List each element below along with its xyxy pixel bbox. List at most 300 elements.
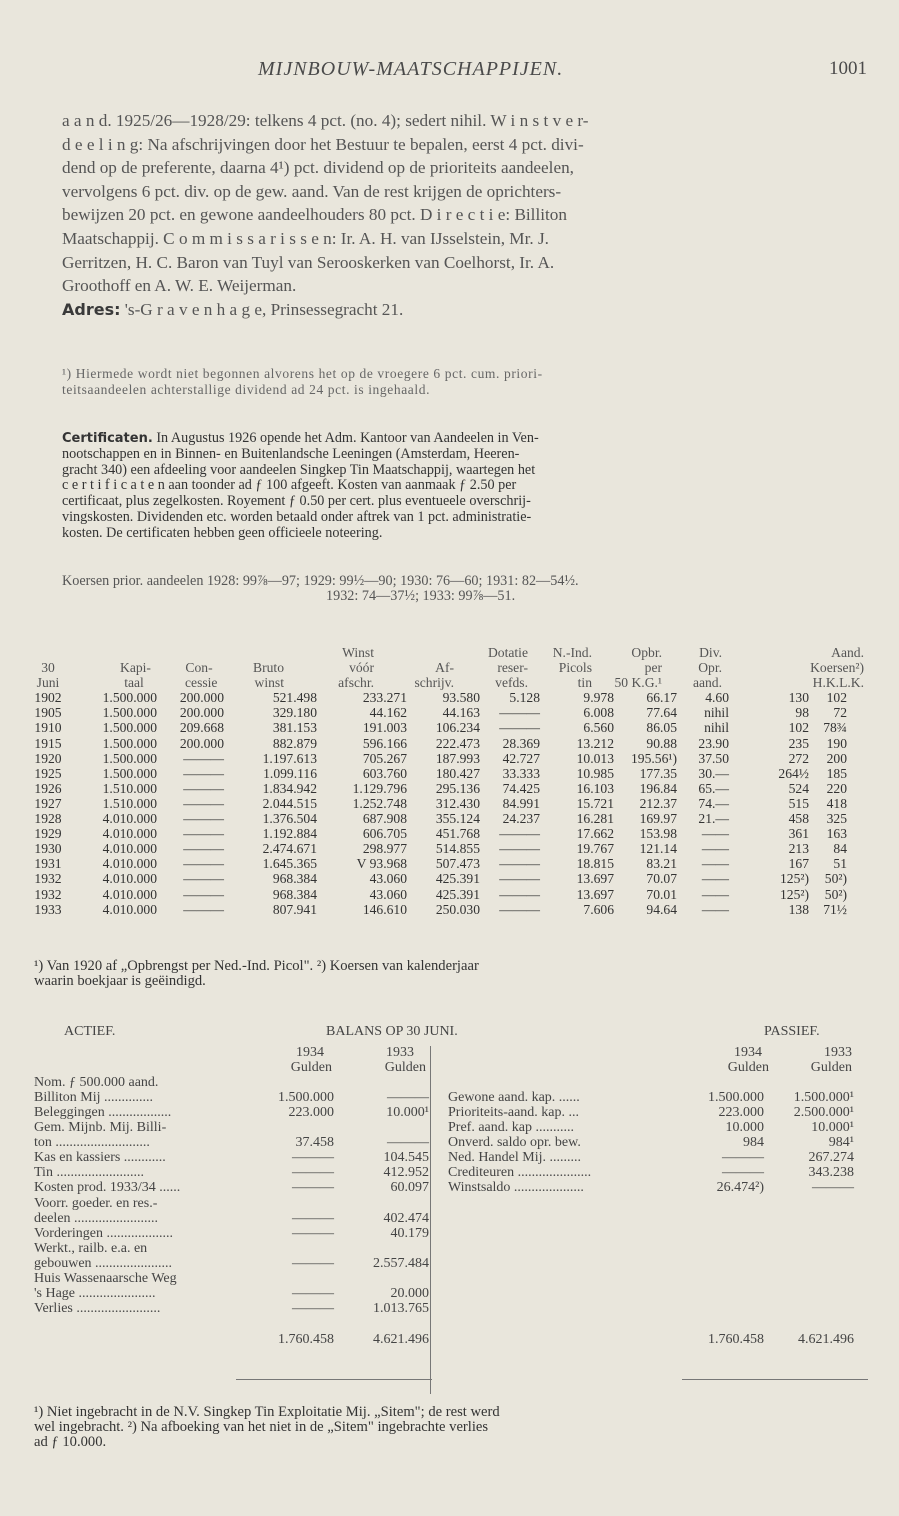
balance-sheet (34, 1024, 874, 1347)
year-label: 1934 (296, 1045, 324, 1061)
table-cell: 1933 (34, 901, 62, 917)
table-cell: ——— (499, 720, 540, 736)
table-cell: 78¾ (823, 720, 847, 736)
table-header-cell: tin (577, 675, 592, 691)
table-cell: V 93.968 (356, 856, 407, 872)
passief-item: Pref. aand. kap ........... (448, 1120, 574, 1136)
actief-value: ——— (292, 1285, 334, 1301)
table-cell: 1925 (34, 765, 62, 781)
table-header-cell: Kapi- (120, 660, 151, 676)
balance-row (34, 1226, 874, 1241)
table-cell: 37.50 (698, 750, 729, 766)
table-row (34, 871, 874, 886)
table-cell: ——— (183, 871, 224, 887)
table-header-cell: vefds. (495, 675, 528, 691)
table-cell: ——— (183, 811, 224, 827)
balance-row (34, 1120, 874, 1135)
passief-item: Onverd. saldo opr. bew. (448, 1135, 581, 1151)
actief-total: 1.760.458 (278, 1331, 334, 1347)
table-header-cell: Af- (435, 660, 454, 676)
table-header-cell: Koersen²) (810, 660, 864, 676)
actief-item: Voorr. goeder. en res.- (34, 1195, 158, 1211)
text-line: bewijzen 20 pct. en gewone aandeelhouders 80 pct. D i r e c t i e: Billiton (62, 205, 567, 225)
text-line: gracht 340) een afdeeling voor aandeelen Singkep Tin Maatschappij, waartegen het (62, 461, 536, 478)
table-cell: —— (701, 871, 729, 887)
table-cell: 1.500.000 (102, 690, 157, 706)
table-cell: 77.64 (646, 705, 677, 721)
table-cell: 1926 (34, 780, 62, 796)
table-cell: 250.030 (435, 901, 480, 917)
footnote-line: ad ƒ 10.000. (34, 1434, 107, 1451)
balance-year-row (34, 1045, 874, 1060)
table-cell: —— (701, 886, 729, 902)
table-cell: 1.510.000 (102, 795, 157, 811)
page-header (0, 58, 899, 86)
table-cell: 312.430 (435, 795, 480, 811)
balance-row (34, 1165, 874, 1180)
table-cell: ——— (499, 871, 540, 887)
table-cell: 185 (826, 765, 847, 781)
table-cell: 329.180 (272, 705, 317, 721)
balance-row (34, 1256, 874, 1271)
table-cell: 596.166 (362, 735, 407, 751)
table-cell: 42.727 (502, 750, 540, 766)
text-line: certificaat, plus zegelkosten. Royement ƒ 0.50 per cert. plus eventueele overschrij- (62, 493, 531, 510)
passief-item: Prioriteits-aand. kap. ... (448, 1105, 580, 1121)
table-cell: 7.606 (583, 901, 614, 917)
text-span: In Augustus 1926 opende het Adm. Kantoor van Aandeelen in Ven- (156, 430, 539, 446)
table-cell: 86.05 (646, 720, 677, 736)
table-header-cell: Opbr. (631, 645, 662, 660)
table-cell: 84 (833, 841, 847, 857)
table-cell: 200 (826, 750, 847, 766)
table-cell: 451.768 (435, 826, 480, 842)
table-cell: 102 (788, 720, 809, 736)
table-cell: 93.580 (442, 690, 480, 706)
balance-footnote (34, 1405, 860, 1451)
table-cell: 71½ (823, 901, 847, 917)
year-label: 1933 (824, 1045, 852, 1061)
table-cell: 44.162 (369, 705, 407, 721)
table-row (34, 751, 874, 766)
passief-value: 1.500.000 (708, 1090, 764, 1106)
table-cell: 84.991 (502, 795, 540, 811)
table-header-cell: Opr. (698, 660, 722, 676)
table-row (34, 766, 874, 781)
table-cell: 18.815 (576, 856, 614, 872)
actief-total: 4.621.496 (373, 1331, 429, 1347)
actief-item: Beleggingen .................. (34, 1105, 172, 1121)
table-cell: 138 (788, 901, 809, 917)
balance-unit-row (34, 1060, 874, 1075)
balance-row (34, 1241, 874, 1256)
table-row (34, 736, 874, 751)
footnote-line: waarin boekjaar is geëindigd. (34, 973, 206, 989)
table-cell: 94.64 (646, 901, 677, 917)
actief-item: Kas en kassiers ............ (34, 1150, 166, 1166)
table-cell: 167 (788, 856, 809, 872)
passief-label: PASSIEF. (764, 1024, 820, 1039)
table-cell: 106.234 (435, 720, 480, 736)
table-cell: 177.35 (639, 765, 677, 781)
table-cell: 74.— (698, 795, 729, 811)
table-cell: 968.384 (272, 871, 317, 887)
table-cell: 125²) (780, 886, 809, 902)
table-cell: 507.473 (435, 856, 480, 872)
table-cell: 1.197.613 (262, 750, 317, 766)
table-cell: 1902 (34, 690, 62, 706)
table-row (34, 781, 874, 796)
table-header-cell: Winst (342, 645, 374, 660)
actief-value: 10.000¹ (386, 1105, 429, 1121)
table-cell: nihil (704, 705, 729, 721)
table-cell: 125²) (780, 871, 809, 887)
passief-value: 1.500.000¹ (793, 1090, 854, 1106)
statistics-table (34, 645, 874, 917)
text-line: kosten. De certificaten hebben geen officieele noteering. (62, 524, 383, 541)
table-row (34, 720, 874, 735)
actief-item: Tin ......................... (34, 1165, 144, 1181)
unit-label: Gulden (290, 1060, 332, 1076)
table-cell: 163 (826, 826, 847, 842)
actief-value: 2.557.484 (373, 1255, 429, 1271)
table-cell: 1905 (34, 705, 62, 721)
table-cell: ——— (183, 901, 224, 917)
text-line: c e r t i f i c a t e n aan toonder ad ƒ 100 afgeeft. Kosten van aanmaak ƒ 2.50 per (62, 477, 517, 494)
text-line: Maatschappij. C o m m i s s a r i s s e n: Ir. A. H. van IJsselstein, Mr. J. (62, 228, 549, 248)
table-cell: 968.384 (272, 886, 317, 902)
table-cell: ——— (183, 826, 224, 842)
table-cell: 16.103 (576, 780, 614, 796)
table-cell: 4.010.000 (102, 841, 157, 857)
table-cell: 13.212 (576, 735, 614, 751)
text-line: vingskosten. Dividenden etc. worden betaald onder aftrek van 1 pct. administratie- (62, 508, 532, 525)
balance-row (34, 1090, 874, 1105)
actief-value: ——— (387, 1135, 429, 1151)
table-cell: 72 (833, 705, 847, 721)
passief-value: 984¹ (828, 1135, 854, 1151)
table-cell: 6.560 (583, 720, 614, 736)
table-cell: ——— (499, 826, 540, 842)
passief-value: 2.500.000¹ (793, 1105, 854, 1121)
table-cell: 17.662 (576, 826, 614, 842)
actief-value: 20.000 (390, 1285, 429, 1301)
table-cell: 355.124 (435, 811, 480, 827)
unit-label: Gulden (810, 1060, 852, 1076)
table-header-row (34, 660, 874, 675)
table-cell: —— (701, 841, 729, 857)
balance-row (34, 1196, 874, 1211)
table-cell: 83.21 (646, 856, 677, 872)
table-cell: ——— (183, 780, 224, 796)
table-cell: 233.271 (362, 690, 407, 706)
table-header-cell: cessie (185, 675, 218, 691)
text-line: dend op de preferente, daarna 4¹) pct. dividend op de prioriteits aandeelen, (62, 158, 574, 178)
passief-value: ——— (722, 1150, 764, 1166)
actief-value: ——— (292, 1225, 334, 1241)
actief-item: Vorderingen ................... (34, 1225, 173, 1241)
table-cell: 1931 (34, 856, 62, 872)
table-header-cell: per (644, 660, 662, 676)
table-cell: 90.88 (646, 735, 677, 751)
table-row (34, 690, 874, 705)
actief-value: 412.952 (383, 1165, 429, 1181)
passief-total: 1.760.458 (708, 1331, 764, 1347)
table-row (34, 841, 874, 856)
actief-item: Werkt., railb. e.a. en (34, 1240, 148, 1256)
table-cell: 2.044.515 (262, 795, 317, 811)
table-cell: ——— (183, 856, 224, 872)
unit-label: Gulden (384, 1060, 426, 1076)
table-cell: 200.000 (179, 690, 224, 706)
passief-item: Gewone aand. kap. ...... (448, 1090, 580, 1106)
table-cell: 295.136 (435, 780, 480, 796)
koersen-section (62, 574, 868, 604)
table-cell: 1.645.365 (262, 856, 317, 872)
actief-value: 40.179 (390, 1225, 429, 1241)
actief-value: ——— (292, 1255, 334, 1271)
table-cell: 4.010.000 (102, 826, 157, 842)
table-header-row (34, 675, 874, 690)
table-cell: 6.008 (583, 705, 614, 721)
actief-value: 37.458 (295, 1135, 334, 1151)
table-cell: 98 (795, 705, 809, 721)
address-text: 's-G r a v e n h a g e, Prinsessegracht 21. (124, 299, 404, 319)
table-cell: 43.060 (369, 871, 407, 887)
table-header-row (34, 645, 874, 660)
table-cell: ——— (499, 841, 540, 857)
table-cell: 606.705 (362, 826, 407, 842)
passief-value: 26.474²) (716, 1180, 764, 1196)
table-header-cell: 50 K.G.¹ (614, 675, 662, 691)
table-cell: 4.010.000 (102, 811, 157, 827)
table-header-cell: afschr. (338, 675, 374, 691)
table-row (34, 796, 874, 811)
actief-value: 60.097 (390, 1180, 429, 1196)
table-cell: 1910 (34, 720, 62, 736)
table-cell: 1.376.504 (262, 811, 317, 827)
passief-item: Crediteuren ..................... (448, 1165, 592, 1181)
balance-row (34, 1211, 874, 1226)
actief-value: ——— (292, 1210, 334, 1226)
table-cell: 74.425 (502, 780, 540, 796)
table-cell: 2.474.671 (262, 841, 317, 857)
passief-value: 223.000 (718, 1105, 764, 1121)
passief-item: Ned. Handel Mij. ......... (448, 1150, 581, 1166)
table-cell: 1.500.000 (102, 735, 157, 751)
passief-item: Winstsaldo .................... (448, 1180, 584, 1196)
passief-value: 10.000 (725, 1120, 764, 1136)
actief-item: ton ........................... (34, 1135, 150, 1151)
table-header-cell: Con- (185, 660, 213, 676)
table-cell: 882.879 (272, 735, 317, 751)
table-footnote (34, 959, 864, 989)
table-cell: ——— (499, 705, 540, 721)
text-line: 1932: 74—37½; 1933: 99⅞—51. (326, 588, 516, 604)
text-line: a a n d. 1925/26—1928/29: telkens 4 pct. (no. 4); sedert nihil. W i n s t v e r- (62, 111, 589, 130)
table-cell: ——— (499, 856, 540, 872)
balance-row (34, 1105, 874, 1120)
actief-item: Nom. ƒ 500.000 aand. (34, 1075, 159, 1091)
table-cell: 121.14 (639, 841, 677, 857)
table-cell: 1928 (34, 811, 62, 827)
table-cell: 515 (788, 795, 809, 811)
certificaten-section (62, 431, 868, 542)
table-cell: 33.333 (502, 765, 540, 781)
table-cell: 196.84 (639, 780, 677, 796)
actief-item: 's Hage ...................... (34, 1285, 156, 1301)
table-cell: 272 (788, 750, 809, 766)
footnote-line: wel ingebracht. ²) Na afboeking van het niet in de „Sitem" ingebrachte verlies (34, 1419, 489, 1436)
table-cell: 19.767 (576, 841, 614, 857)
table-cell: 1.099.116 (263, 765, 317, 781)
table-cell: 153.98 (639, 826, 677, 842)
table-header-cell: reser- (497, 660, 528, 676)
company-description (62, 109, 868, 321)
table-cell: 200.000 (179, 735, 224, 751)
page-title: MIJNBOUW-MAATSCHAPPIJEN. (258, 58, 564, 80)
year-label: 1934 (734, 1045, 762, 1061)
balance-row (34, 1271, 874, 1286)
table-cell: 28.369 (502, 735, 540, 751)
table-cell: 1927 (34, 795, 62, 811)
balance-row (34, 1135, 874, 1150)
table-row (34, 887, 874, 902)
passief-value: ——— (812, 1180, 854, 1196)
table-cell: 524 (788, 780, 809, 796)
footnote-line: ¹) Hiermede wordt niet begonnen alvorens het op de vroegere 6 pct. cum. priori- (62, 366, 543, 381)
actief-item: Billiton Mij .............. (34, 1090, 154, 1106)
table-cell: 190 (826, 735, 847, 751)
table-cell: 180.427 (435, 765, 480, 781)
table-cell: 146.610 (362, 901, 407, 917)
unit-label: Gulden (727, 1060, 769, 1076)
table-cell: 222.473 (435, 735, 480, 751)
balance-total-row (34, 1332, 874, 1347)
table-cell: 191.003 (362, 720, 407, 736)
table-row (34, 705, 874, 720)
table-header-cell: winst (254, 675, 284, 691)
table-cell: 51 (833, 856, 847, 872)
actief-item: deelen ........................ (34, 1210, 159, 1226)
table-header-cell: vóór (349, 660, 374, 676)
table-cell: 4.010.000 (102, 886, 157, 902)
table-cell: 50²) (824, 886, 847, 902)
balance-row (34, 1286, 874, 1301)
table-cell: 1.834.942 (262, 780, 317, 796)
table-cell: 65.— (698, 780, 729, 796)
table-cell: 15.721 (576, 795, 614, 811)
table-cell: 1915 (34, 735, 62, 751)
table-cell: 4.010.000 (102, 901, 157, 917)
table-cell: 4.60 (705, 690, 729, 706)
actief-item: Gem. Mijnb. Mij. Billi- (34, 1120, 167, 1136)
passief-value: 984 (743, 1135, 764, 1151)
table-cell: 1.192.884 (262, 826, 317, 842)
table-header-cell: Aand. (831, 645, 864, 660)
balance-row (34, 1150, 874, 1165)
passief-value: 10.000¹ (811, 1120, 854, 1136)
table-cell: —— (701, 826, 729, 842)
table-row (34, 811, 874, 826)
table-cell: 5.128 (509, 690, 540, 706)
table-header-cell: N.-Ind. (552, 645, 592, 660)
table-cell: 687.908 (362, 811, 407, 827)
table-cell: 9.978 (583, 690, 614, 706)
passief-value: ——— (722, 1165, 764, 1181)
table-cell: 1.500.000 (102, 750, 157, 766)
balance-divider (430, 1046, 431, 1394)
text-line: Koersen prior. aandeelen 1928: 99⅞—97; 1929: 99½—90; 1930: 76—60; 1931: 82—54½. (62, 573, 579, 589)
table-cell: 23.90 (698, 735, 729, 751)
table-cell: 220 (826, 780, 847, 796)
table-cell: 361 (788, 826, 809, 842)
table-cell: 13.697 (576, 886, 614, 902)
balance-row (34, 1180, 874, 1195)
table-cell: ——— (499, 886, 540, 902)
table-header-cell: Juni (36, 675, 60, 691)
text-line (62, 431, 868, 447)
actief-item: Verlies ........................ (34, 1300, 161, 1316)
passief-total: 4.621.496 (798, 1331, 854, 1347)
passief-value: 343.238 (808, 1165, 854, 1181)
actief-value: 1.013.765 (373, 1300, 429, 1316)
table-header-cell: schrijv. (414, 675, 454, 691)
actief-value: 104.545 (383, 1150, 429, 1166)
table-cell: 1920 (34, 750, 62, 766)
table-cell: 1.500.000 (102, 720, 157, 736)
table-cell: 425.391 (435, 871, 480, 887)
table-cell: 187.993 (435, 750, 480, 766)
actief-value: ——— (292, 1150, 334, 1166)
actief-value: 402.474 (383, 1210, 429, 1226)
table-cell: 212.37 (639, 795, 677, 811)
page-number: 1001 (829, 58, 867, 79)
table-cell: ——— (183, 765, 224, 781)
actief-item: gebouwen ...................... (34, 1255, 173, 1271)
table-cell: 200.000 (179, 705, 224, 721)
balance-row (34, 1075, 874, 1090)
actief-value: ——— (387, 1090, 429, 1106)
table-cell: 130 (788, 690, 809, 706)
table-header-cell: Dotatie (487, 645, 528, 660)
table-cell: ——— (183, 750, 224, 766)
passief-value: 267.274 (808, 1150, 854, 1166)
table-cell: 209.668 (179, 720, 224, 736)
table-header-cell: taal (124, 675, 144, 691)
balance-row (34, 1301, 874, 1316)
table-cell: 325 (826, 811, 847, 827)
table-cell: 30.— (698, 765, 729, 781)
table-header-cell: Div. (699, 645, 722, 660)
table-cell: ——— (183, 841, 224, 857)
passief-total-rule (682, 1379, 868, 1380)
table-cell: 21.— (698, 811, 729, 827)
text-line: vervolgens 6 pct. div. op de gew. aand. Van de rest krijgen de oprichters- (62, 181, 562, 201)
footnote-line: ¹) Van 1920 af „Opbrengst per Ned.-Ind. Picol". ²) Koersen van kalenderjaar (34, 958, 479, 974)
table-cell: 70.01 (646, 886, 677, 902)
table-cell: 264½ (778, 765, 809, 781)
table-cell: 24.237 (502, 811, 540, 827)
actief-item: Kosten prod. 1933/34 ...... (34, 1180, 181, 1196)
table-cell: 425.391 (435, 886, 480, 902)
table-cell: —— (701, 901, 729, 917)
actief-value: 223.000 (288, 1105, 334, 1121)
address-label: Adres: (62, 299, 121, 319)
table-cell: 1.252.748 (352, 795, 407, 811)
table-cell: 1930 (34, 841, 62, 857)
table-row (34, 826, 874, 841)
